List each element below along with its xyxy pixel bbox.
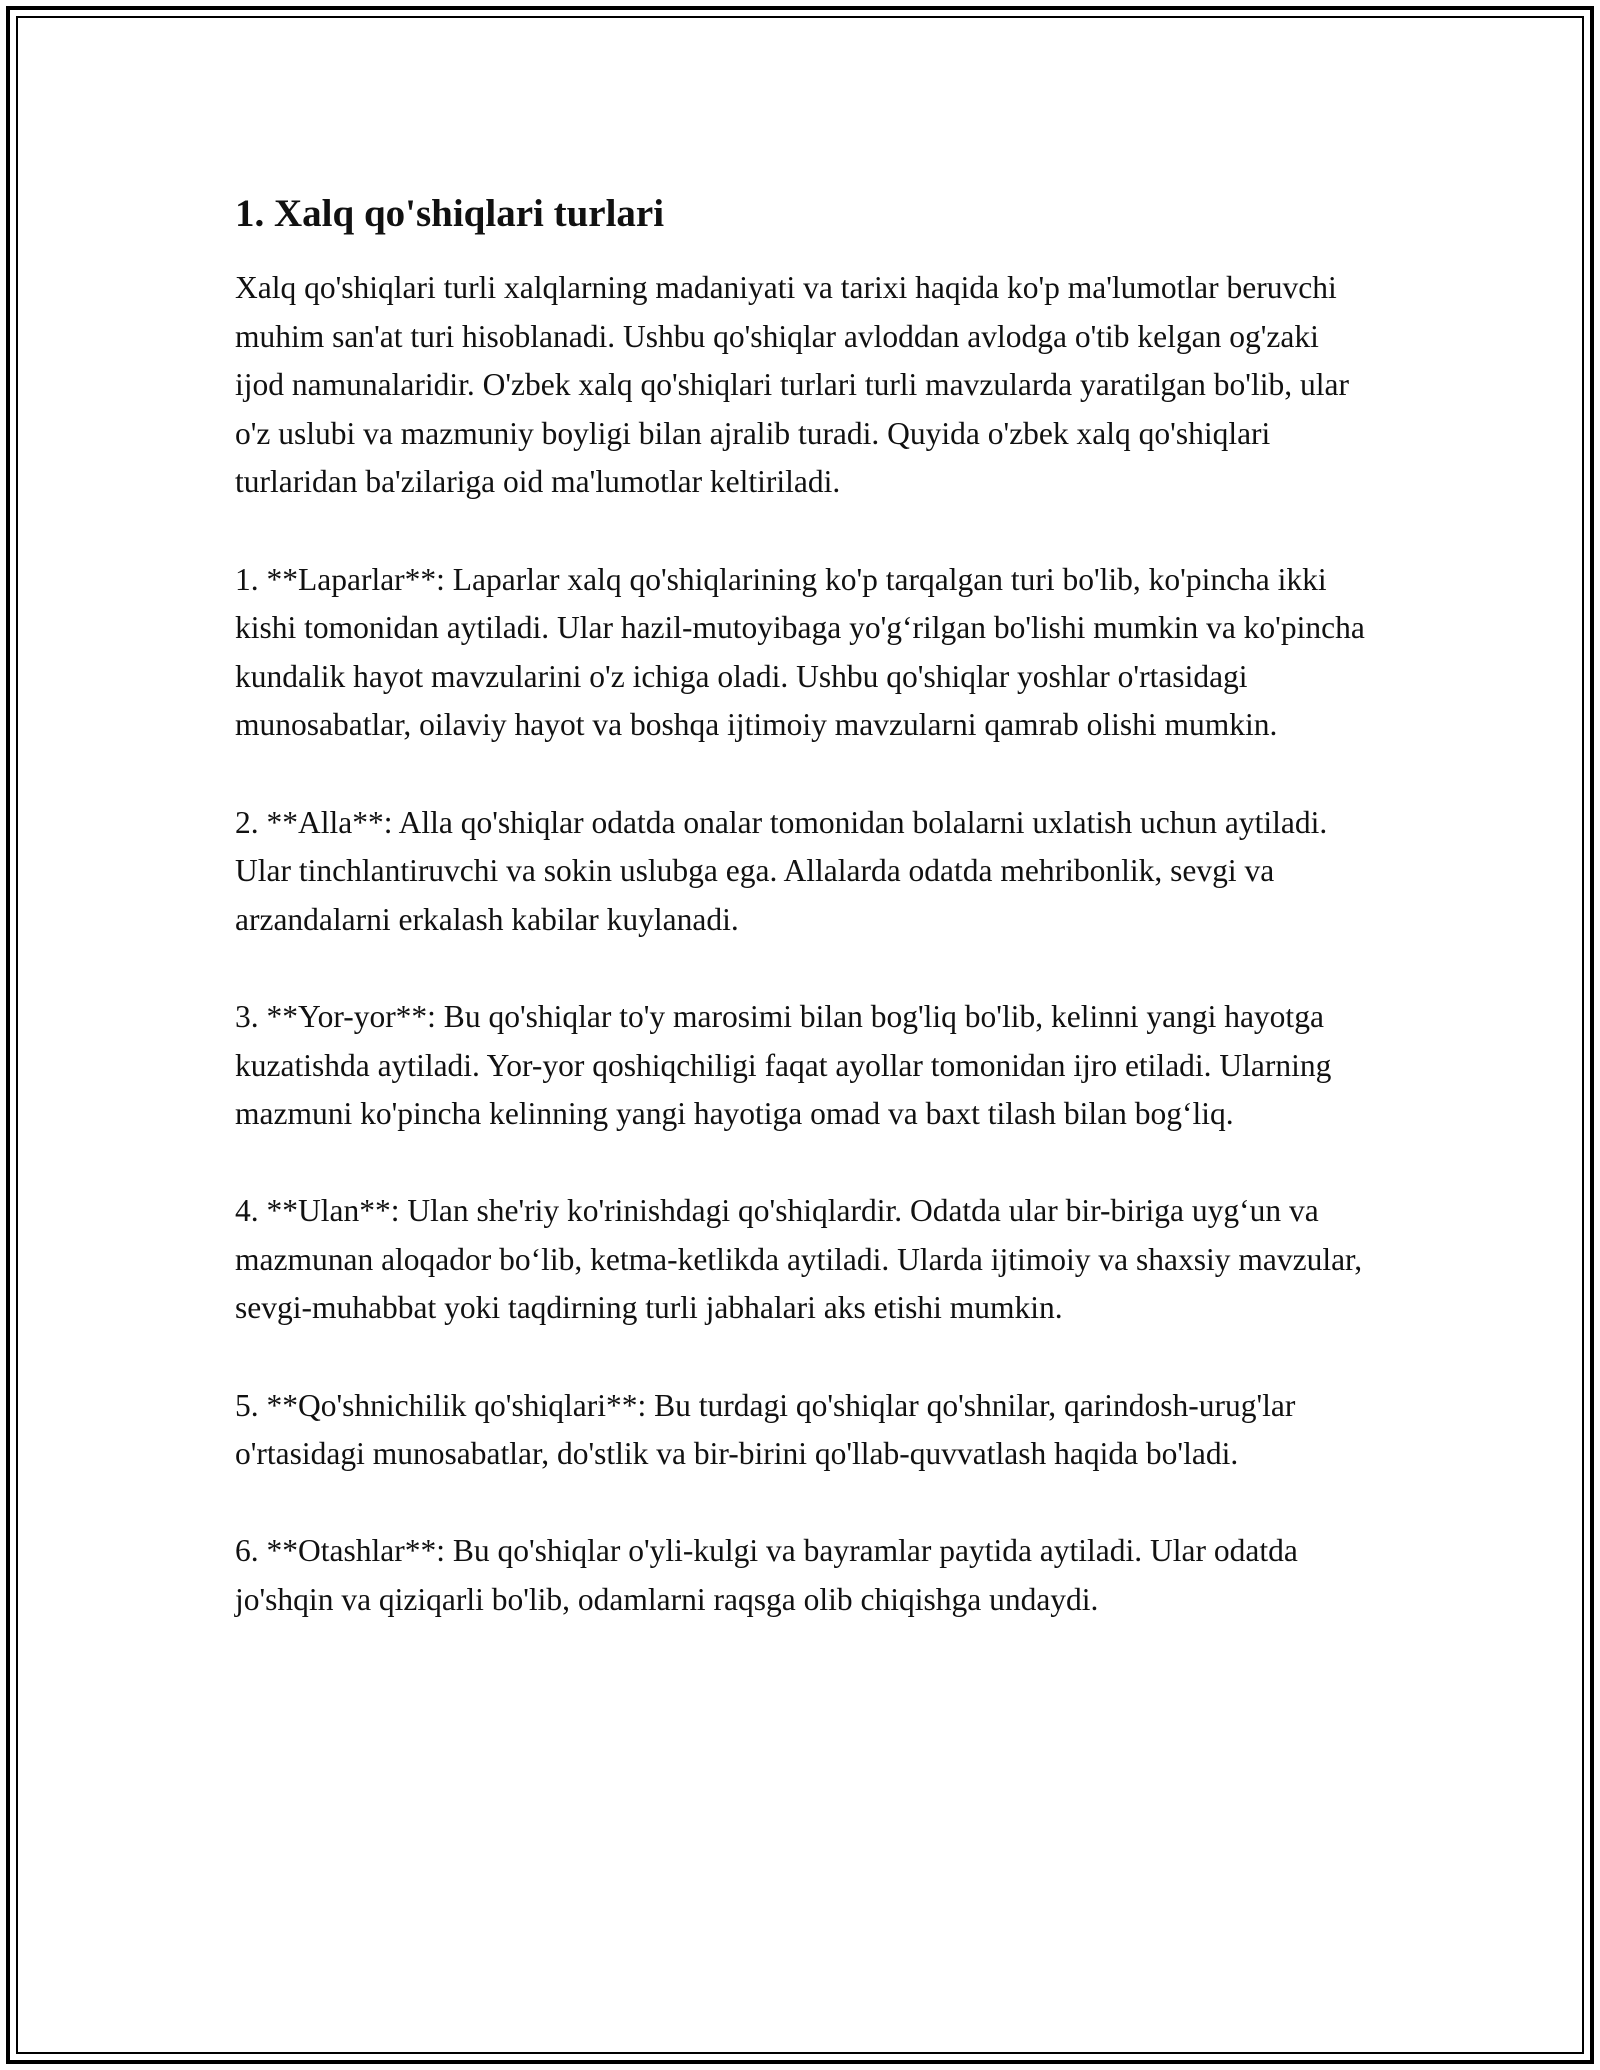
- document-body: [235, 186, 1370, 1673]
- section-heading: 1. Xalq qo'shiqlari turlari: [235, 192, 665, 235]
- paragraph-laparlar: 1. **Laparlar**: Laparlar xalq qo'shiqlarining ko'p tarqalgan turi bo'lib, ko'pincha ikki kishi tomonidan aytiladi. Ular hazil-mutoyibaga yo'g‘rilgan bo'lishi mumkin va ko'pincha kundalik hayot mavzularini o'z ichiga oladi. Ushbu qo'shiqlar yoshlar o'rtasidagi munosabatlar, oilaviy hayot va boshqa ijtimoiy mavzularni qamrab olishi mumkin.: [235, 561, 1365, 743]
- intro-paragraph: Xalq qo'shiqlari turli xalqlarning madaniyati va tarixi haqida ko'p ma'lumotlar beruvchi muhim san'at turi hisoblanadi. Ushbu qo'shiqlar avloddan avlodga o'tib kelgan og'zaki ijod namunalaridir. O'zbek xalq qo'shiqlari turlari turli mavzularda yaratilgan bo'lib, ular o'z uslubi va mazmuniy boyligi bilan ajralib turadi. Quyida o'zbek xalq qo'shiqlari turlaridan ba'zilariga oid ma'lumotlar keltiriladi.: [235, 270, 1349, 500]
- paragraph-otashlar: 6. **Otashlar**: Bu qo'shiqlar o'yli-kulgi va bayramlar paytida aytiladi. Ular odatda jo'shqin va qiziqarli bo'lib, odamlarni raqsga olib chiqishga undaydi.: [235, 1533, 1298, 1618]
- paragraph-alla: 2. **Alla**: Alla qo'shiqlar odatda onalar tomonidan bolalarni uxlatish uchun aytiladi. Ular tinchlantiruvchi va sokin uslubga ega. Allalarda odatda mehribonlik, sevgi va arzandalarni erkalash kabilar kuylanadi.: [235, 804, 1328, 937]
- paragraph-ulan: 4. **Ulan**: Ulan she'riy ko'rinishdagi qo'shiqlardir. Odatda ular bir-biriga uyg‘un va mazmunan aloqador bo‘lib, ketma-ketlikda aytiladi. Ularda ijtimoiy va shaxsiy mavzular, sevgi-muhabbat yoki taqdirning turli jabhalari aks etishi mumkin.: [235, 1193, 1363, 1326]
- paragraph-qoshnichilik: 5. **Qo'shnichilik qo'shiqlari**: Bu turdagi qo'shiqlar qo'shnilar, qarindosh-urug'lar o'rtasidagi munosabatlar, do'stlik va bir-birini qo'llab-quvvatlash haqida bo'ladi.: [235, 1387, 1296, 1472]
- paragraph-yor-yor: 3. **Yor-yor**: Bu qo'shiqlar to'y marosimi bilan bog'liq bo'lib, kelinni yangi hayotga kuzatishda aytiladi. Yor-yor qoshiqchiligi faqat ayollar tomonidan ijro etiladi. Ularning mazmuni ko'pincha kelinning yangi hayotiga omad va baxt tilash bilan bog‘liq.: [235, 998, 1332, 1132]
